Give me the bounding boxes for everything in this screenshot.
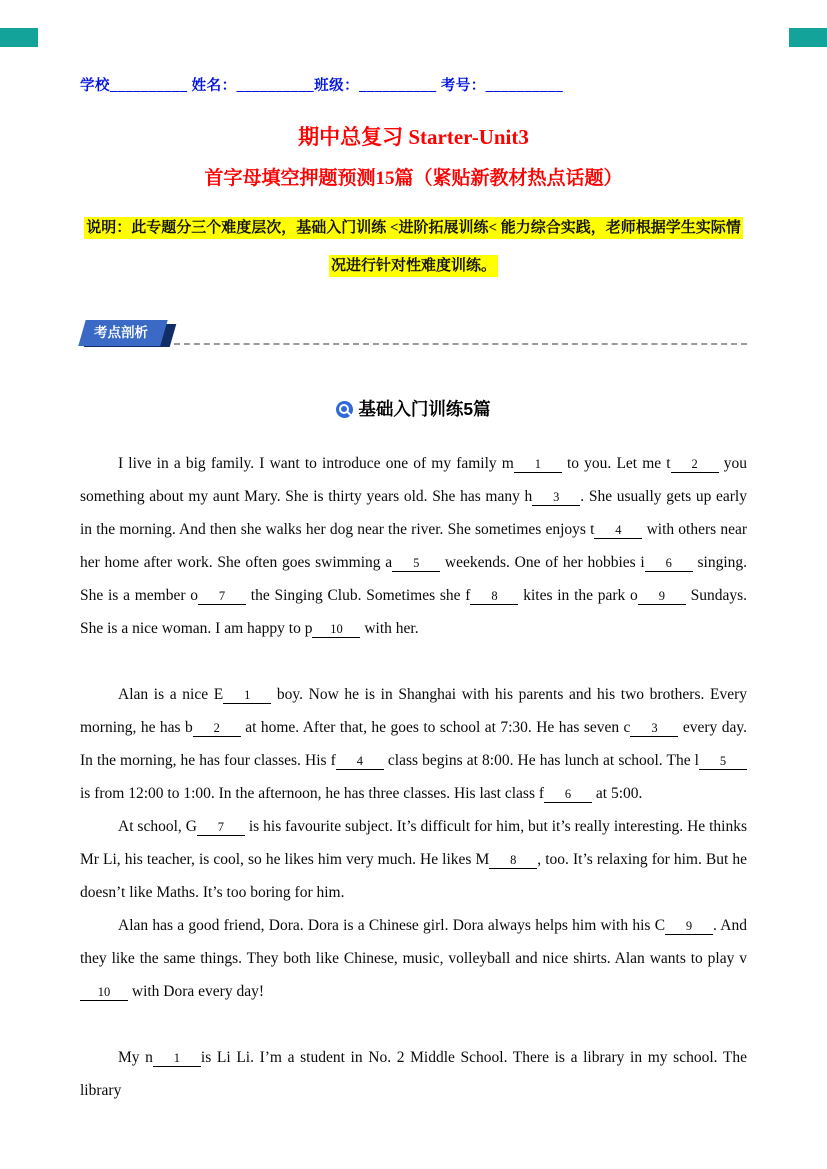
fill-blank: 1 (514, 457, 562, 473)
banner-label-wrap (78, 320, 167, 346)
page-title: 期中总复习 Starter-Unit3 (298, 125, 529, 149)
fill-blank: 3 (630, 721, 678, 737)
fill-blank: 8 (470, 589, 518, 605)
fill-blank: 4 (336, 754, 384, 770)
fill-blank: 10 (312, 622, 360, 638)
instruction-note (80, 216, 747, 278)
passage-paragraph: I live in a big family. I want to introduce one of my family m 1 to you. Let me t 2 you something about my aunt Mary. She is thirty years old. She has many h 3 . She usually gets up early in the morning. And then she walks her dog near the river. She sometimes enjoys t 4 with others near her home after work. She often goes swimming a 5 weekends. One of her hobbies i 6 singing. She is a member o 7 the Singing Club. Sometimes she f 8 kites in the park o 9 Sundays. She is a nice woman. I am happy to p 10 with her. (80, 455, 748, 637)
fill-blank: 2 (671, 457, 719, 473)
passages (80, 447, 747, 1107)
passage-paragraph: At school, G 7 is his favourite subject. It’s difficult for him, but it’s really interesting. He thinks Mr Li, his teacher, is cool, so he likes him very much. He likes M 8 , too. It’s relaxing for him. But he doesn’t like Maths. It’s too boring for him. (80, 818, 747, 901)
fill-blank: 1 (153, 1051, 201, 1067)
highlighted-text: 说明：此专题分三个难度层次，基础入门训练 <进阶拓展训练< 能力综合实践，老师根据学生实际情 (84, 217, 743, 239)
student-info-line: 学校__________ 姓名：__________班级：__________ 考号：__________ (80, 78, 564, 94)
dashed-divider (174, 343, 747, 345)
section-heading-label: 基础入门训练5篇 (358, 399, 491, 419)
fill-blank: 6 (544, 787, 592, 803)
fill-blank: 8 (489, 853, 537, 869)
fill-blank: 5 (699, 754, 747, 770)
exam-points-banner (82, 320, 164, 346)
corner-decoration-left (0, 28, 38, 47)
banner-label: 考点剖析 (94, 325, 148, 340)
page-subtitle: 首字母填空押题预测15篇（紧贴新教材热点话题） (204, 168, 623, 189)
fill-blank: 10 (80, 985, 128, 1001)
passage-paragraph: Alan has a good friend, Dora. Dora is a Chinese girl. Dora always helps him with his C 9 . And they like the same things. They both like Chinese, music, volleyball and nice shirts. Alan wants to play v10 with Dora every day! (80, 917, 747, 1000)
highlighted-text: 况进行针对性难度训练。 (329, 255, 498, 277)
note-line (80, 254, 747, 278)
fill-blank: 1 (223, 688, 271, 704)
fill-blank: 3 (532, 490, 580, 506)
fill-blank: 4 (594, 523, 642, 539)
fill-blank: 7 (197, 820, 245, 836)
passage-paragraph: Alan is a nice E 1 boy. Now he is in Shanghai with his parents and his two brothers. Every morning, he has b 2 at home. After that, he goes to school at 7:30. He has seven c 3 every day. In the morning, he has four classes. His f 4 class begins at 8:00. He has lunch at school. The l 5 is from 12:00 to 1:00. In the afternoon, he has three classes. His last class f 6 at 5:00. (80, 686, 747, 802)
note-line (80, 216, 747, 240)
fill-blank: 2 (193, 721, 241, 737)
fill-blank: 9 (638, 589, 686, 605)
passage-paragraph: My n 1 is Li Li. I’m a student in No. 2 Middle School. There is a library in my school. The library (80, 1049, 747, 1099)
section-heading (80, 396, 747, 421)
fill-blank: 6 (645, 556, 693, 572)
fill-blank: 9 (665, 919, 713, 935)
exam-points-banner-row (80, 320, 747, 346)
fill-blank: 7 (198, 589, 246, 605)
fill-blank: 5 (392, 556, 440, 572)
corner-decoration-right (789, 28, 827, 47)
magnifier-icon (336, 401, 353, 418)
